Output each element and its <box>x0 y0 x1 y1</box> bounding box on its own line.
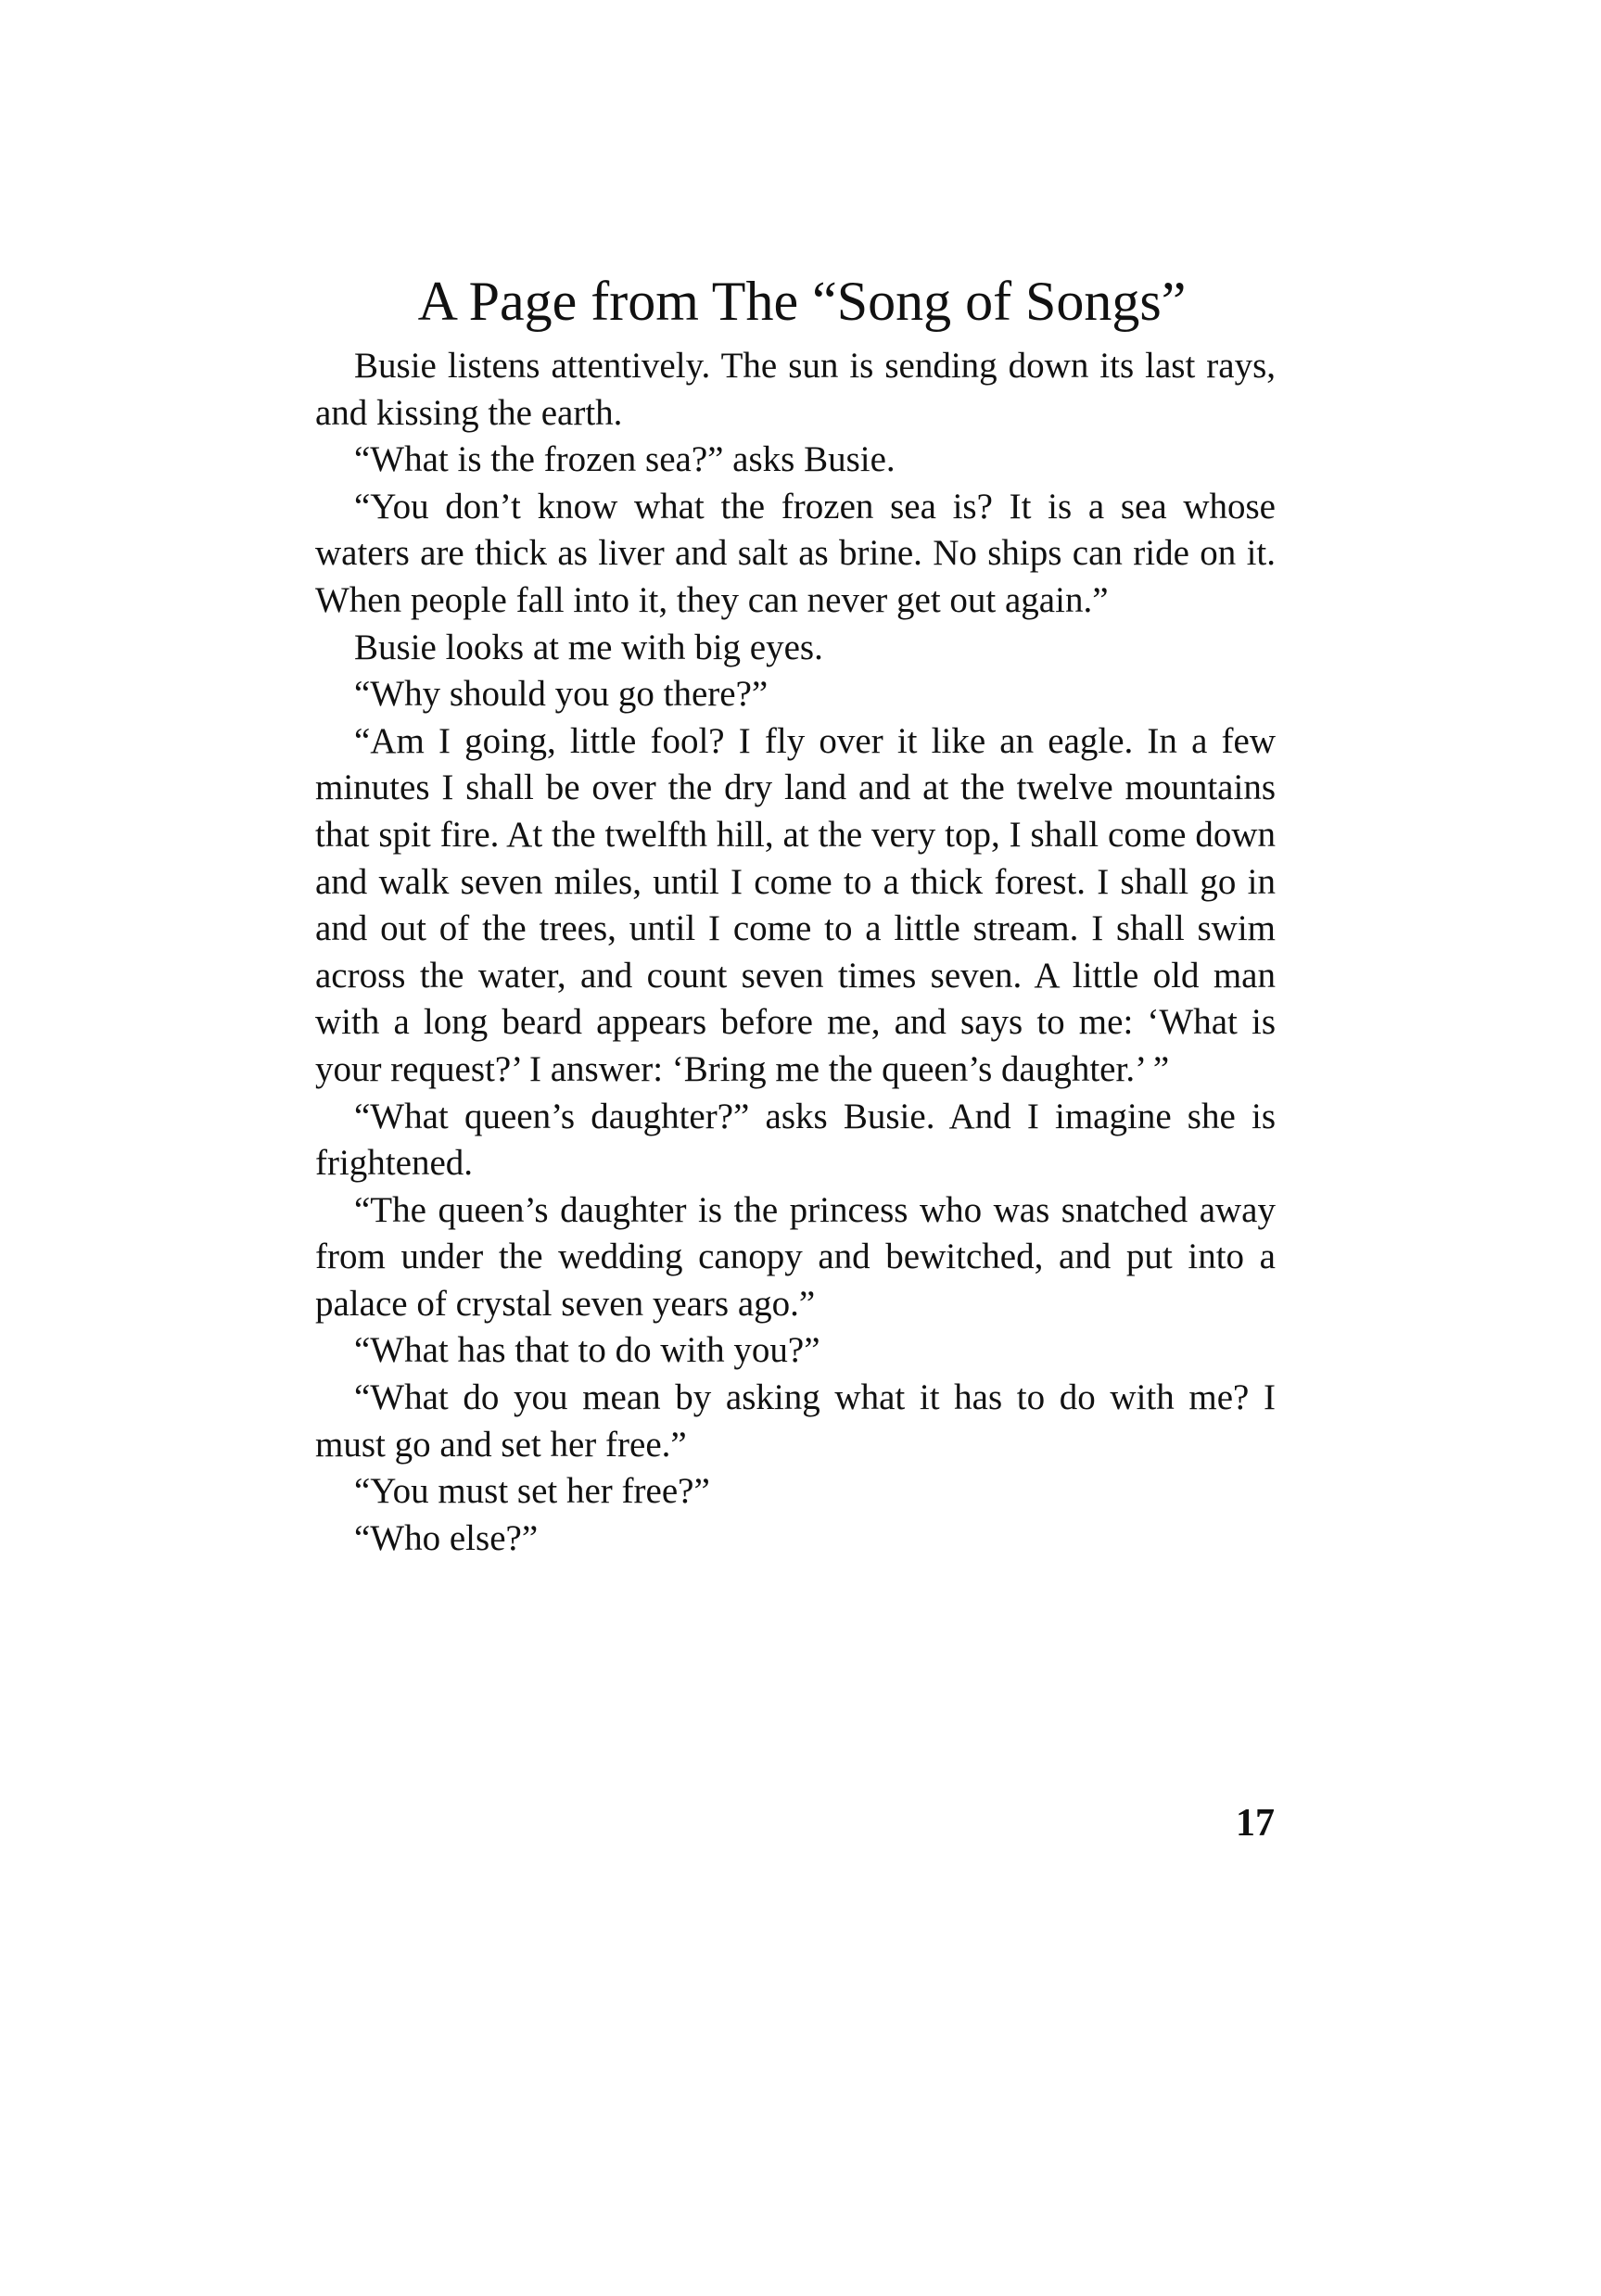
paragraph: “What has that to do with you?” <box>354 1330 820 1371</box>
paragraph: “You don’t know what the frozen sea is? It is a sea whose waters are thick as liver and salt as brine. No ships can ride on it. When people fall into it, they can never get out again.” <box>315 486 1276 620</box>
paragraph: “What is the frozen sea?” asks Busie. <box>354 439 896 480</box>
paragraph: Busie listens attentively. The sun is sending down its last rays, and kissing the earth. <box>315 346 1276 433</box>
paragraph: “The queen’s daughter is the princess who was snatched away from under the wedding canopy and bewitched, and put into a palace of crystal seven years ago.” <box>315 1189 1276 1324</box>
page-number: 17 <box>1236 1802 1275 1845</box>
paragraph: “You must set her free?” <box>354 1471 710 1512</box>
paragraph: “What do you mean by asking what it has to do with me? I must go and set her free.” <box>315 1377 1276 1465</box>
paragraph: “What queen’s daughter?” asks Busie. And I imagine she is frightened. <box>315 1096 1276 1184</box>
paragraph: “Why should you go there?” <box>354 674 769 715</box>
paragraph: “Who else?” <box>354 1517 539 1558</box>
body-text <box>315 343 1276 1562</box>
paragraph: “Am I going, little fool? I fly over it like an eagle. In a few minutes I shall be over the dry land and at the twelve mountains that spit fire. At the twelfth hill, at the very top, I shall come down and walk seven miles, until I come to a thick forest. I shall go in and out of the trees, until I come to a little stream. I shall swim across the water, and count seven times seven. A little old man with a long beard appears before me, and says to me: ‘What is your request?’ I answer: ‘Bring me the queen’s daughter.’ ” <box>315 720 1276 1089</box>
paragraph: Busie looks at me with big eyes. <box>354 627 823 667</box>
running-title: A Page from The “Song of Songs” <box>417 271 1187 332</box>
